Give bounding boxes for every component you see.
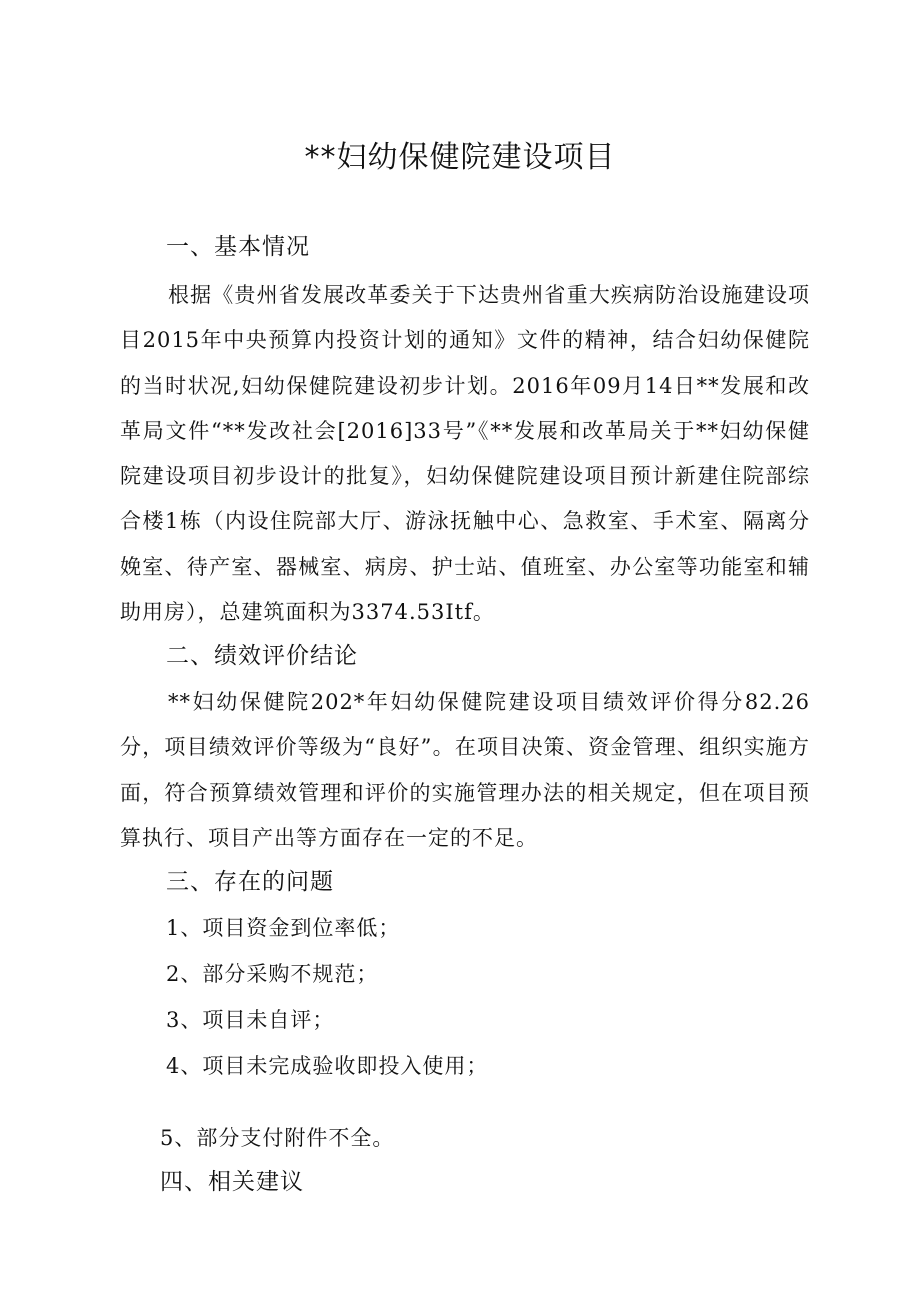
document-title: **妇幼保健院建设项目	[304, 140, 616, 176]
problem-item-2: 2、部分采购不规范；	[166, 962, 379, 986]
problem-item-4: 4、项目未完成验收即投入使用；	[166, 1054, 489, 1078]
section-paragraph-conclusion: **妇幼保健院202*年妇幼保健院建设项目绩效评价得分82.26分，项目绩效评价等级为“良好”。在项目决策、资金管理、组织实施方面，符合预算绩效管理和评价的实施管理办法的相关规定，但在项目预算执行、项目产出等方面存在一定的不足。	[120, 690, 810, 850]
section-heading-basic-info: 一、基本情况	[166, 234, 310, 260]
section-paragraph-basic-info: 根据《贵州省发展改革委关于下达贵州省重大疾病防治设施建设项目2015年中央预算内投资计划的通知》文件的精神，结合妇幼保健院的当时状况,妇幼保健院建设初步计划。2016年09月14日**发展和改革局文件“**发改社会[2016]33号”《**发展和改革局关于**妇幼保健院建设项目初步设计的批复》，妇幼保健院建设项目预计新建住院部综合楼1栋（内设住院部大厅、游泳抚触中心、急救室、手术室、隔离分娩室、待产室、器械室、病房、护士站、值班室、办公室等功能室和辅助用房），总建筑面积为3374.53Itf。	[120, 283, 810, 625]
problem-item-1: 1、项目资金到位率低；	[166, 916, 401, 940]
problem-item-3: 3、项目未自评；	[166, 1008, 335, 1032]
section-heading-problems: 三、存在的问题	[166, 869, 334, 895]
section-heading-conclusion: 二、绩效评价结论	[166, 643, 358, 669]
problem-item-5: 5、部分支付附件不全。	[160, 1126, 395, 1150]
section-heading-suggestions: 四、相关建议	[160, 1169, 304, 1195]
